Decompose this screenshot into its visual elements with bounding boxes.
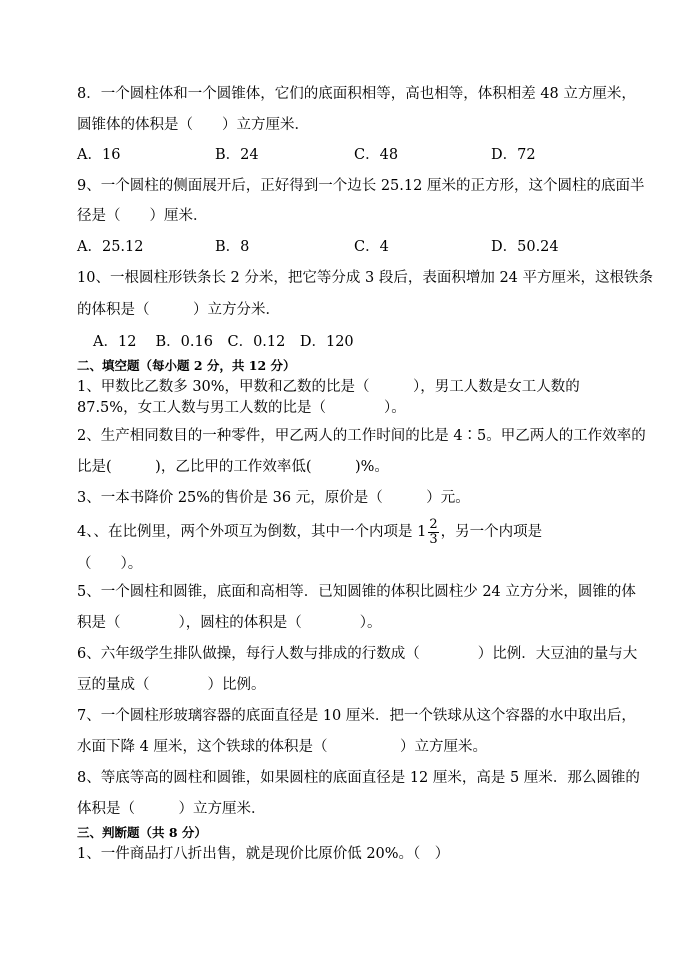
q10-line1: 10、一根圆柱形铁条长 2 分米，把它等分成 3 段后，表面积增加 24 平方厘米，这根铁条: [77, 270, 654, 286]
section3-title: 三、判断题（共 8 分）: [77, 825, 207, 840]
section2-title: 二、填空题（每小题 2 分，共 12 分）: [77, 358, 296, 373]
q8-option-c: C．48: [354, 147, 399, 163]
mixed-fraction: [428, 518, 438, 547]
fraction-numerator: 2: [429, 516, 438, 532]
s2-q7-line1: 7、一个圆柱形玻璃容器的底面直径是 10 厘米．把一个铁球从这个容器的水中取出后，: [77, 708, 636, 724]
q8-option-b: B．24: [215, 147, 259, 163]
s2-q2-line1: 2、生产相同数目的一种零件，甲乙两人的工作时间的比是 4∶5。甲乙两人的工作效率的: [77, 428, 646, 444]
s2-q4-line2: （ ）。: [77, 556, 143, 572]
q9-option-c: C．4: [354, 239, 389, 255]
s2-q1-line2: 87.5%，女工人数与男工人数的比是（ ）。: [77, 400, 406, 416]
s2-q4-text-after: ，另一个内项是: [440, 524, 543, 540]
q8-option-d: D．72: [491, 147, 536, 163]
s2-q7-line2: 水面下降 4 厘米，这个铁球的体积是（ ）立方厘米。: [77, 739, 487, 755]
q10-options: A．12 B．0.16 C．0.12 D．120: [93, 334, 354, 350]
s2-q6-line2: 豆的量成（ ）比例。: [77, 677, 266, 693]
s2-q8-line2: 体积是（ ）立方厘米．: [77, 801, 266, 817]
s2-q4-text-before: 4、、在比例里，两个外项互为倒数，其中一个内项是 1: [77, 524, 427, 540]
q9-option-a: A．25.12: [77, 239, 144, 255]
s2-q4-line1: [77, 516, 542, 548]
q9-option-d: D．50.24: [491, 239, 559, 255]
s2-q1-line1: 1、甲数比乙数多 30%，甲数和乙数的比是（ ），男工人数是女工人数的: [77, 379, 580, 395]
s2-q3-line1: 3、一本书降价 25%的售价是 36 元，原价是（ ）元。: [77, 490, 470, 506]
q8-line1: 8．一个圆柱体和一个圆锥体，它们的底面积相等，高也相等，体积相差 48 立方厘米，: [77, 86, 636, 102]
q9-line1: 9、一个圆柱的侧面展开后，正好得到一个边长 25.12 厘米的正方形，这个圆柱的底面半: [77, 178, 645, 194]
fraction-denominator: 3: [429, 531, 438, 547]
q9-line2: 径是（ ）厘米．: [77, 208, 208, 224]
q10-line2: 的体积是（ ）立方分米．: [77, 302, 280, 318]
q9-option-b: B．8: [215, 239, 250, 255]
s2-q5-line1: 5、一个圆柱和圆锥，底面和高相等．已知圆锥的体积比圆柱少 24 立方分米，圆锥的体: [77, 584, 636, 600]
s2-q5-line2: 积是（ ），圆柱的体积是（ ）。: [77, 615, 382, 631]
s2-q2-line2: 比是( )，乙比甲的工作效率低( )%。: [77, 459, 389, 475]
s3-q1-line1: 1、一件商品打八折出售，就是现价比原价低 20%。（ ）: [77, 846, 450, 862]
q8-line2: 圆锥体的体积是（ ）立方厘米．: [77, 117, 309, 133]
s2-q8-line1: 8、等底等高的圆柱和圆锥，如果圆柱的底面直径是 12 厘米，高是 5 厘米．那么圆锥的: [77, 770, 640, 786]
q8-option-a: A．16: [77, 147, 121, 163]
s2-q6-line1: 6、六年级学生排队做操，每行人数与排成的行数成（ ）比例．大豆油的量与大: [77, 646, 638, 662]
